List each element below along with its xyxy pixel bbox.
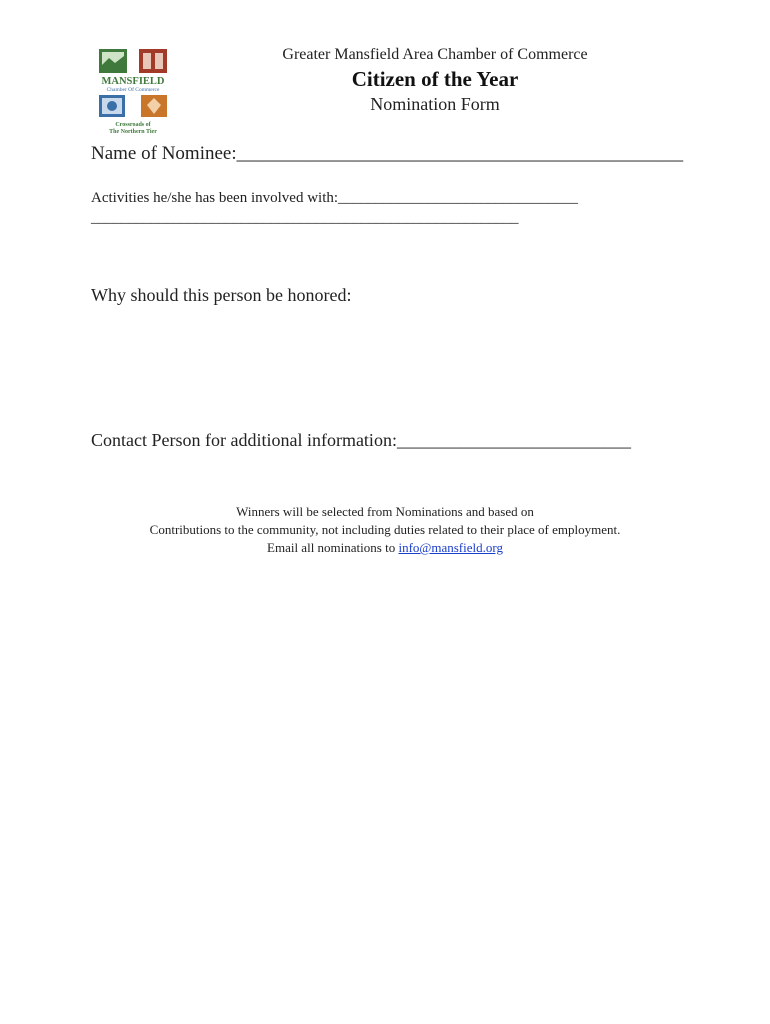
- page-title: Citizen of the Year: [351, 67, 519, 91]
- nominee-blank[interactable]: _______________________________________________: [236, 143, 684, 164]
- activities-label: Activities he/she has been involved with:: [91, 190, 339, 206]
- activities-field[interactable]: [91, 190, 578, 207]
- logo-tagline-2: The Northern Tier: [109, 129, 157, 135]
- logo-name: MANSFIELD: [101, 76, 165, 87]
- footer-line-3: [60, 539, 710, 557]
- page-subtitle: Nomination Form: [370, 94, 500, 114]
- organization-name: Greater Mansfield Area Chamber of Commerce: [282, 46, 588, 63]
- email-link[interactable]: info@mansfield.org: [398, 540, 503, 555]
- footer-email-prefix: Email all nominations to: [267, 540, 399, 555]
- why-honored-label: Why should this person be honored:: [91, 285, 352, 305]
- contact-label: Contact Person for additional information:: [91, 430, 397, 450]
- activities-blank[interactable]: ________________________________: [338, 190, 579, 206]
- footer-line-2: Contributions to the community, not including duties related to their place of employment.: [149, 522, 621, 537]
- nominee-field[interactable]: [91, 143, 683, 165]
- activities-blank-continued[interactable]: _________________________________________________________: [91, 210, 519, 226]
- contact-field[interactable]: [91, 430, 631, 451]
- chamber-logo: [95, 47, 173, 137]
- nominee-label: Name of Nominee:: [91, 143, 237, 164]
- footer-notes: [60, 503, 710, 557]
- contact-blank[interactable]: __________________________: [396, 430, 631, 450]
- footer-line-1: Winners will be selected from Nominations and based on: [236, 504, 534, 519]
- logo-subname: Chamber Of Commerce: [106, 87, 160, 93]
- logo-tagline-1: Crossroads of: [115, 122, 151, 128]
